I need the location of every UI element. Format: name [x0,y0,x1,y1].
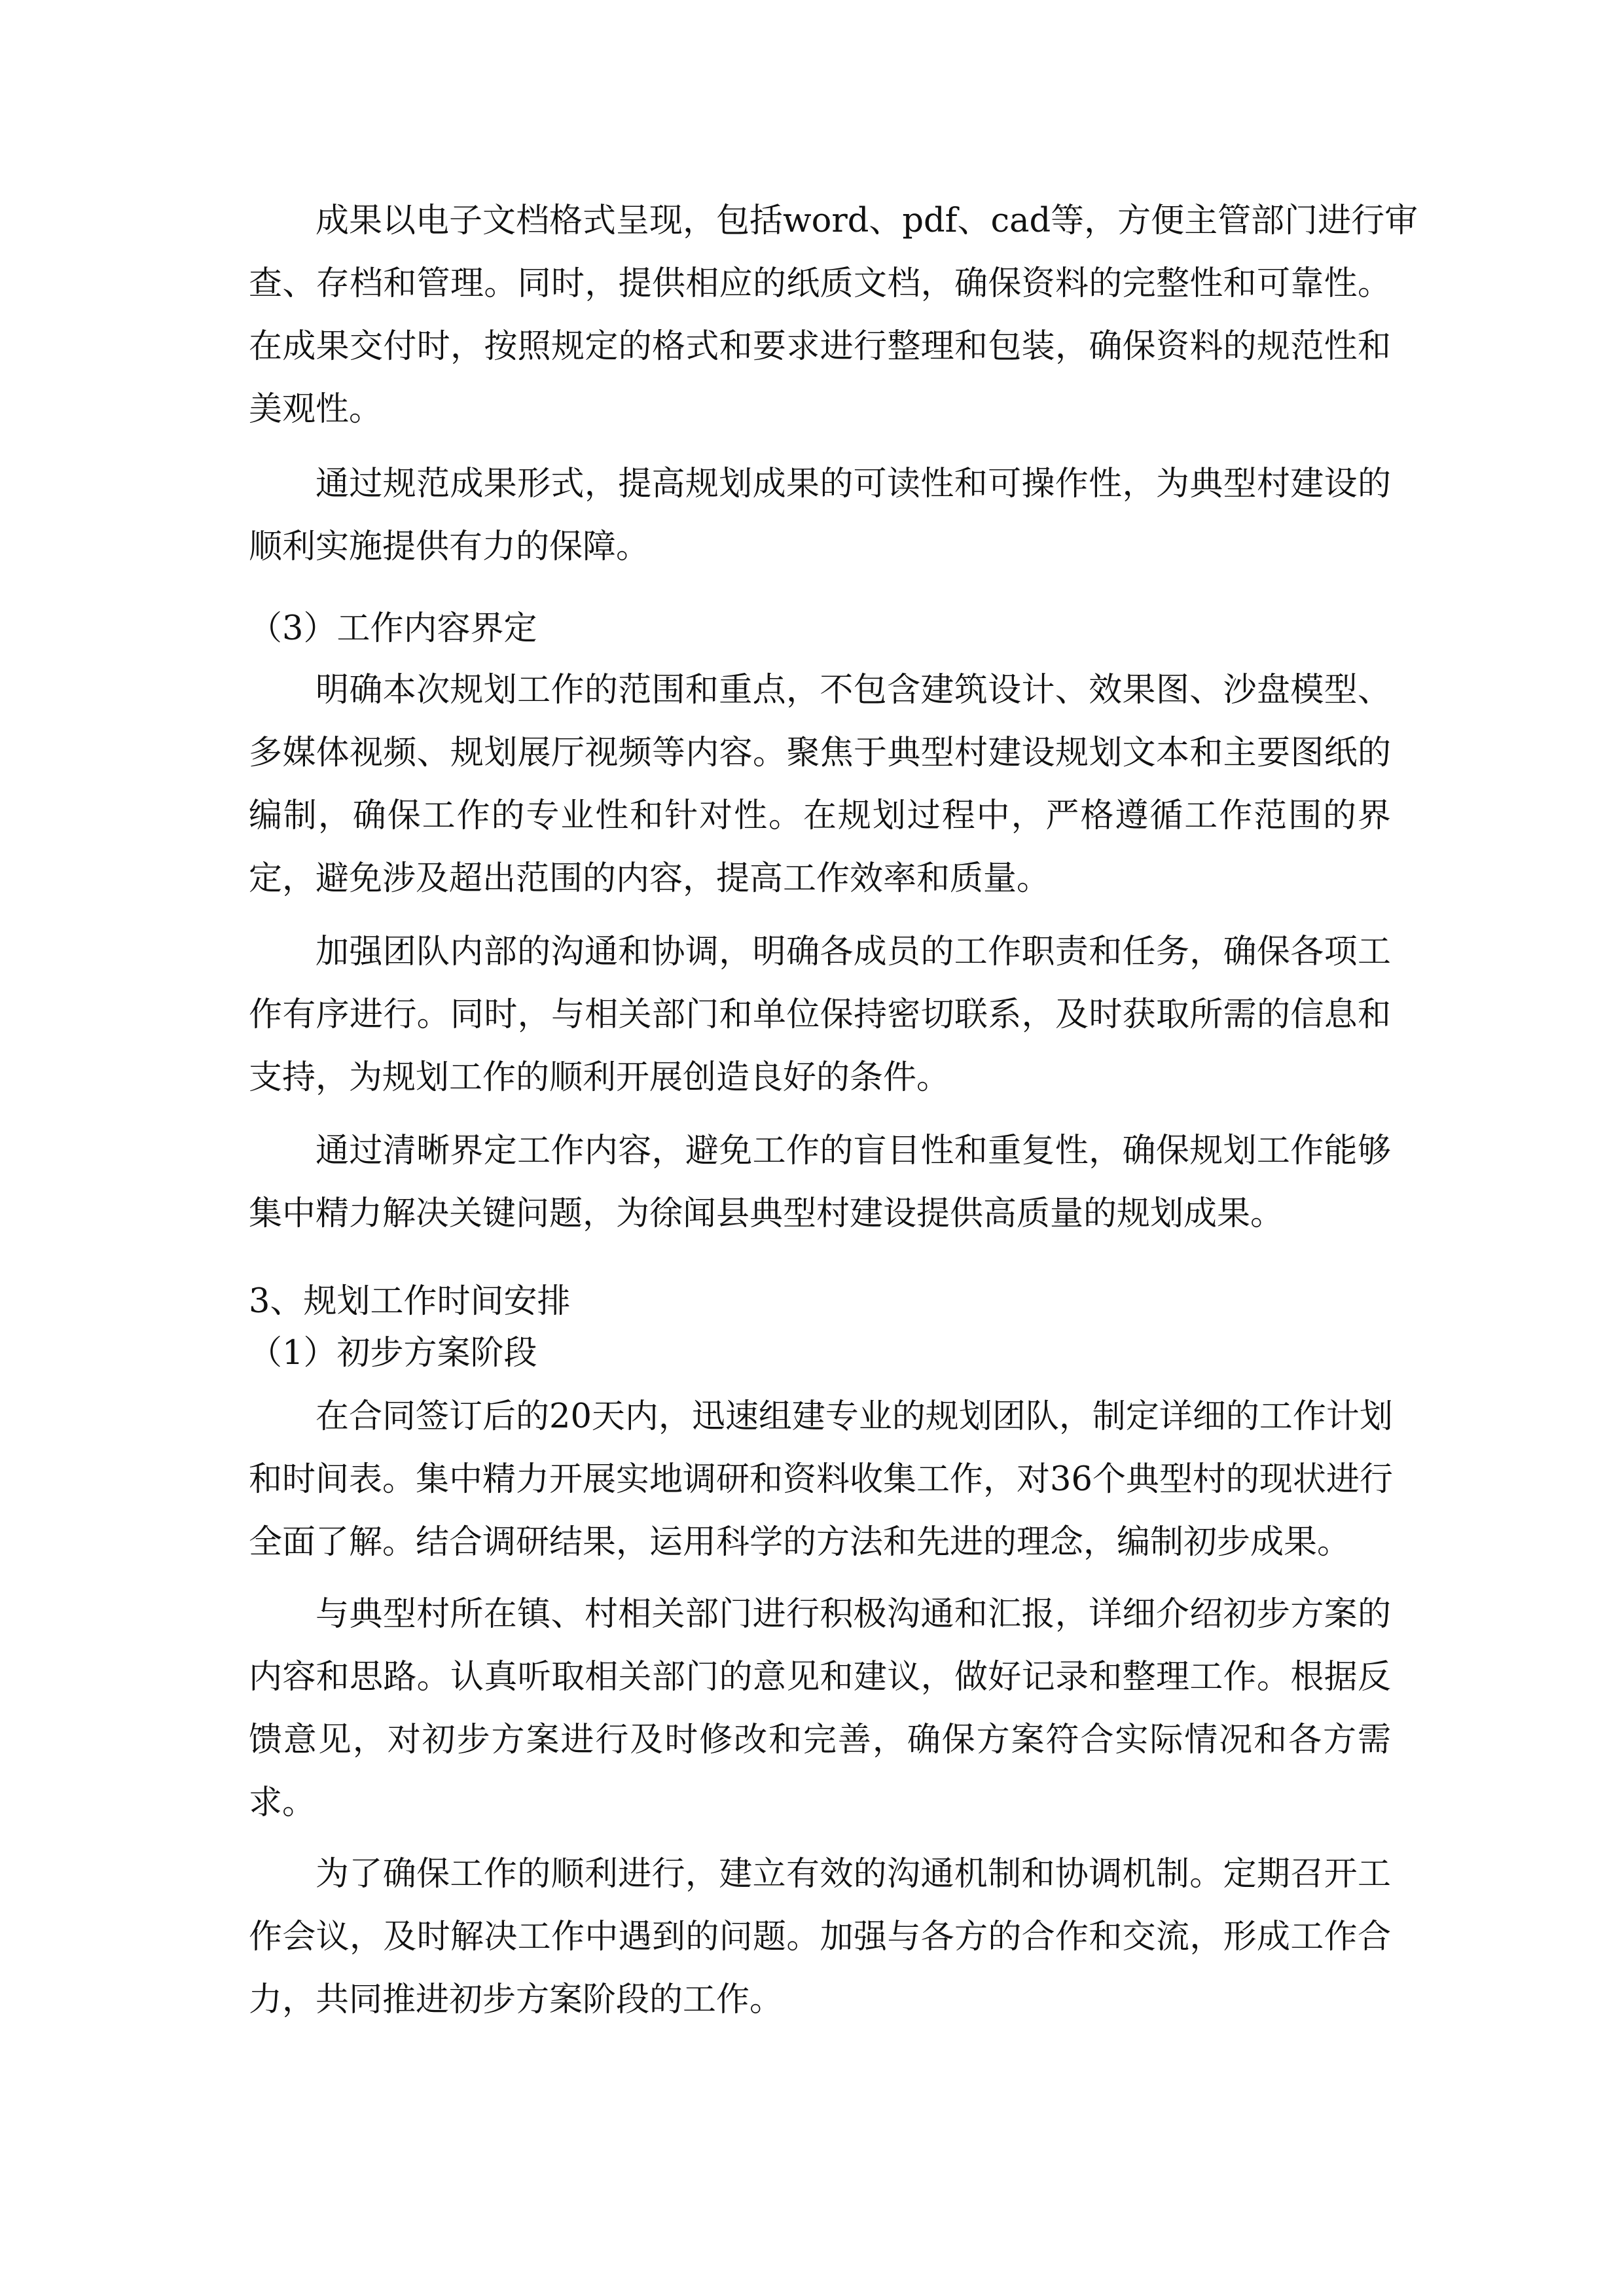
text-line: 美观性。 [249,390,383,429]
text-line: 内容和思路。认真听取相关部门的意见和建议，做好记录和整理工作。根据反 [249,1658,1391,1696]
text-line: 作会议，及时解决工作中遇到的问题。加强与各方的合作和交流，形成工作合 [249,1918,1391,1956]
text-line: 成果以电子文档格式呈现，包括word、pdf、cad等，方便主管部门进行审 [316,202,1418,240]
text-line: 在合同签订后的20天内，迅速组建专业的规划团队，制定详细的工作计划 [316,1397,1393,1436]
paragraph-clear-scope [249,1120,1391,1246]
text-line: 通过清晰界定工作内容，避免工作的盲目性和重复性，确保规划工作能够 [316,1132,1391,1170]
text-line: 多媒体视频、规划展厅视频等内容。聚焦于典型村建设规划文本和主要图纸的 [249,734,1391,772]
section-heading-scope: （3）工作内容界定 [249,609,537,648]
section-heading-preliminary-phase: （1）初步方案阶段 [249,1334,537,1372]
paragraph-scope-definition [249,659,1391,910]
section-heading-schedule: 3、规划工作时间安排 [249,1282,571,1321]
paragraph-coordination-mechanism [249,1843,1391,2032]
text-line: 查、存档和管理。同时，提供相应的纸质文档，确保资料的完整性和可靠性。 [249,264,1391,303]
text-line: 求。 [249,1784,316,1822]
paragraph-communication-report [249,1583,1391,1835]
text-line: 作有序进行。同时，与相关部门和单位保持密切联系，及时获取所需的信息和 [249,996,1391,1034]
text-line: 集中精力解决关键问题，为徐闻县典型村建设提供高质量的规划成果。 [249,1194,1284,1233]
text-line: 编制，确保工作的专业性和针对性。在规划过程中，严格遵循工作范围的界 [249,797,1391,835]
text-line: 与典型村所在镇、村相关部门进行积极沟通和汇报，详细介绍初步方案的 [316,1595,1391,1634]
text-line: 在成果交付时，按照规定的格式和要求进行整理和包装，确保资料的规范性和 [249,327,1391,366]
text-line: 明确本次规划工作的范围和重点，不包含建筑设计、效果图、沙盘模型、 [316,671,1391,709]
paragraph-preliminary-plan [249,1386,1391,1574]
paragraph-team-coordination [249,921,1391,1109]
text-line: 通过规范成果形式，提高规划成果的可读性和可操作性，为典型村建设的 [316,465,1391,503]
text-line: 支持，为规划工作的顺利开展创造良好的条件。 [249,1058,950,1097]
text-line: 定，避免涉及超出范围的内容，提高工作效率和质量。 [249,859,1051,898]
text-line: 馈意见，对初步方案进行及时修改和完善，确保方案符合实际情况和各方需 [249,1721,1391,1759]
paragraph-standardize-results [249,453,1391,579]
text-line: 加强团队内部的沟通和协调，明确各成员的工作职责和任务，确保各项工 [316,933,1391,971]
text-line: 顺利实施提供有力的保障。 [249,528,650,566]
text-line: 全面了解。结合调研结果，运用科学的方法和先进的理念，编制初步成果。 [249,1523,1351,1562]
text-line: 力，共同推进初步方案阶段的工作。 [249,1981,784,2019]
paragraph-deliverable-format [249,190,1418,441]
text-line: 和时间表。集中精力开展实地调研和资料收集工作，对36个典型村的现状进行 [249,1460,1393,1499]
text-line: 为了确保工作的顺利进行，建立有效的沟通机制和协调机制。定期召开工 [316,1855,1391,1893]
